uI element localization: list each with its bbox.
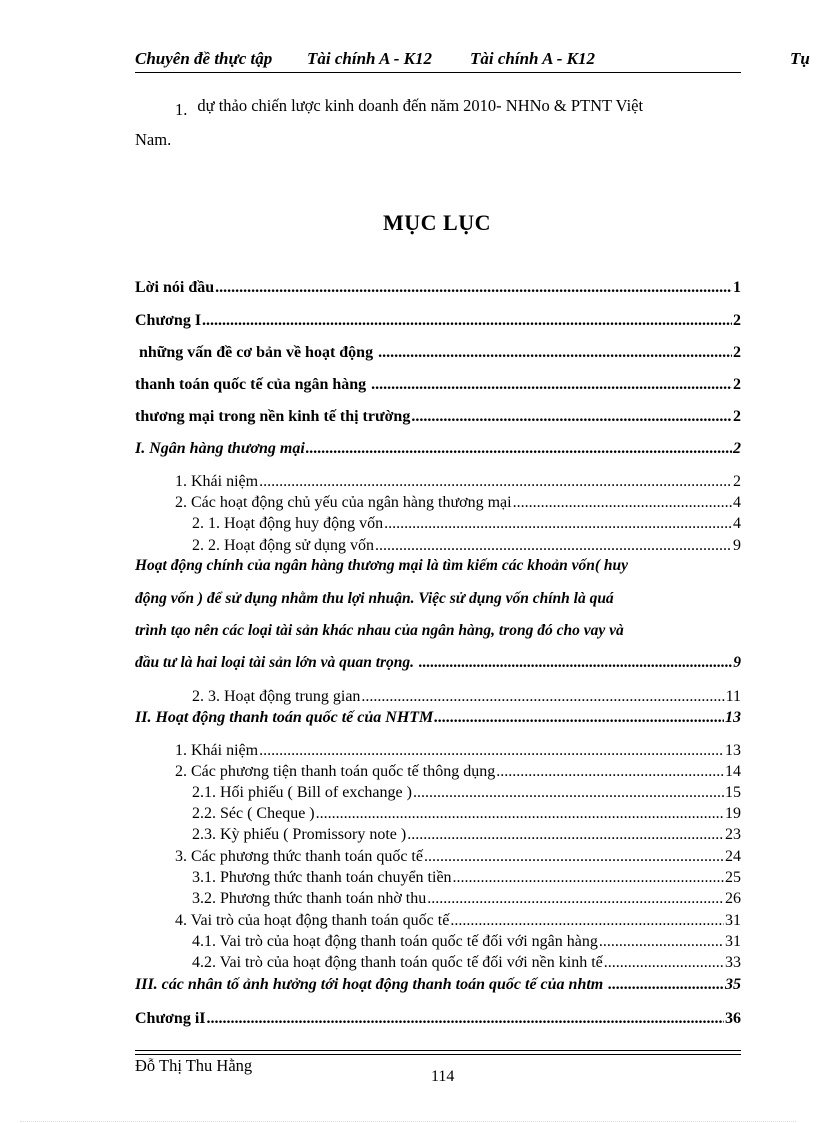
toc-entry[interactable] <box>135 654 741 672</box>
toc-entry-text: 2. 3. Hoạt động trung gian <box>192 688 361 705</box>
toc-entry-page: 4 <box>733 515 741 532</box>
toc-entry-page: 35 <box>725 976 741 993</box>
toc-entry-page: 9 <box>733 537 741 554</box>
leader-dots <box>604 954 724 972</box>
toc-entry-page: 13 <box>725 742 741 759</box>
toc-entry[interactable] <box>192 515 741 533</box>
toc-entry[interactable] <box>192 954 741 972</box>
toc-entry-page: 31 <box>725 912 741 929</box>
toc-entry[interactable] <box>175 912 741 930</box>
toc-entry-text: 2.3. Kỳ phiếu ( Promissory note ) <box>192 826 407 843</box>
toc-entry-page: 9 <box>733 654 741 671</box>
toc-entry-page: 4 <box>733 494 741 511</box>
toc-entry-text: thanh toán quốc tế của ngân hàng <box>135 376 371 393</box>
footer-page-number: 114 <box>431 1068 455 1085</box>
intro-number: 1. <box>175 100 188 119</box>
toc-entry-page: 2 <box>733 344 741 361</box>
toc-entry[interactable] <box>192 890 741 908</box>
leader-dots <box>413 784 724 802</box>
toc-entry-text: đầu tư là hai loại tài sản lớn và quan trọng. <box>135 654 418 671</box>
toc-entry[interactable] <box>135 279 741 297</box>
toc-entry[interactable] <box>135 440 741 458</box>
toc-entry-text: 2. 2. Hoạt động sử dụng vốn <box>192 537 374 554</box>
page-bottom-border <box>20 1121 796 1122</box>
toc-entry-page: 2 <box>733 376 741 393</box>
leader-dots <box>259 742 724 760</box>
toc-entry-text: I. Ngân hàng thương mại <box>135 440 305 457</box>
toc-entry[interactable] <box>192 933 741 951</box>
toc-entry-text: Lời nói đầu <box>135 279 215 296</box>
page-header <box>135 49 816 71</box>
leader-dots <box>361 688 724 706</box>
leader-dots <box>259 473 732 491</box>
header-doc-type: Chuyên đề thực tập <box>135 49 273 68</box>
toc-entry[interactable] <box>135 976 741 994</box>
toc-entry-page: 25 <box>725 869 741 886</box>
toc-entry-text: 4. Vai trò của hoạt động thanh toán quốc tế <box>175 912 450 929</box>
toc-entry-page: 14 <box>725 763 741 780</box>
toc-entry-page: 2 <box>733 440 741 457</box>
toc-entry[interactable] <box>135 408 741 426</box>
footer-rule <box>135 1050 741 1051</box>
toc-entry-text: 2.1. Hối phiếu ( Bill of exchange ) <box>192 784 412 801</box>
leader-dots <box>496 763 724 781</box>
toc-entry-page: 36 <box>725 1010 741 1027</box>
toc-entry-text: III. các nhân tố ảnh hưởng tới hoạt động thanh toán quốc tế của nhtm <box>135 976 608 993</box>
toc-entry-text: 2. Các hoạt động chủ yếu của ngân hàng thương mại <box>175 494 512 511</box>
toc-entry[interactable] <box>175 763 741 781</box>
toc-entry[interactable] <box>175 494 741 512</box>
toc-entry-text: 2.2. Séc ( Cheque ) <box>192 805 315 822</box>
toc-entry-text: Chương I <box>135 312 202 329</box>
footer-author: Đỗ Thị Thu Hằng <box>135 1056 253 1075</box>
toc-entry-text: II. Hoạt động thanh toán quốc tế của NHTM <box>135 709 434 726</box>
leader-dots <box>434 709 724 727</box>
leader-dots <box>375 537 732 555</box>
toc-entry-text: 3.2. Phương thức thanh toán nhờ thu <box>192 890 427 907</box>
leader-dots <box>407 826 724 844</box>
toc-entry-page: 31 <box>725 933 741 950</box>
toc-entry[interactable] <box>192 869 741 887</box>
toc-entry-text: 1. Khái niệm <box>175 473 259 490</box>
header-rule <box>135 72 741 73</box>
leader-dots <box>427 890 724 908</box>
leader-dots <box>384 515 732 533</box>
toc-entry-page: 2 <box>733 312 741 329</box>
leader-dots <box>206 1010 724 1028</box>
toc-entry-text: thương mại trong nền kinh tế thị trường <box>135 408 411 425</box>
body-paragraph-line: trình tạo nên các loại tài sản khác nhau của ngân hàng, trong đó cho vay và <box>135 622 624 639</box>
intro-line-1 <box>175 96 644 119</box>
toc-entry[interactable] <box>135 1010 741 1028</box>
toc-entry-page: 1 <box>733 279 741 296</box>
leader-dots <box>453 869 724 887</box>
toc-entry[interactable] <box>192 537 741 555</box>
leader-dots <box>513 494 732 512</box>
toc-entry-page: 2 <box>733 473 741 490</box>
leader-dots <box>215 279 732 297</box>
leader-dots <box>450 912 724 930</box>
toc-entry[interactable] <box>135 709 741 727</box>
toc-entry-text: 3. Các phương thức thanh toán quốc tế <box>175 848 423 865</box>
toc-entry-page: 19 <box>725 805 741 822</box>
leader-dots <box>411 408 732 426</box>
toc-entry-page: 2 <box>733 408 741 425</box>
toc-entry-text: 2. 1. Hoạt động huy động vốn <box>192 515 384 532</box>
leader-dots <box>316 805 724 823</box>
body-paragraph-line: động vốn ) để sử dụng nhằm thu lợi nhuận. Việc sử dụng vốn chính là quá <box>135 590 614 607</box>
toc-entry[interactable] <box>135 376 741 394</box>
toc-entry-text: 3.1. Phương thức thanh toán chuyển tiền <box>192 869 452 886</box>
toc-entry[interactable] <box>192 784 741 802</box>
toc-entry-page: 26 <box>725 890 741 907</box>
toc-entry[interactable] <box>192 688 741 706</box>
leader-dots <box>378 344 732 362</box>
body-paragraph-line: Hoạt động chính của ngân hàng thương mại là tìm kiếm các khoản vốn( huy <box>135 557 629 574</box>
toc-entry-text: Chương iI <box>135 1010 206 1027</box>
toc-entry-text: 4.2. Vai trò của hoạt động thanh toán quốc tế đối với nền kinh tế <box>192 954 603 971</box>
toc-entry-page: 24 <box>725 848 741 865</box>
toc-entry-text: 4.1. Vai trò của hoạt động thanh toán quốc tế đối với ngân hàng <box>192 933 598 950</box>
leader-dots <box>424 848 724 866</box>
header-class: Tài chính A - K12 <box>307 49 433 68</box>
leader-dots <box>608 976 724 994</box>
toc-entry[interactable] <box>192 805 741 823</box>
toc-entry-page: 13 <box>725 709 741 726</box>
toc-entry[interactable] <box>175 473 741 491</box>
toc-entry[interactable] <box>175 742 741 760</box>
header-class-repeat: Tài chính A - K12 <box>470 49 596 68</box>
toc-title: MỤC LỤC <box>383 210 491 235</box>
toc-entry-page: 23 <box>725 826 741 843</box>
toc-entry[interactable] <box>175 848 741 866</box>
toc-entry[interactable] <box>135 344 741 362</box>
leader-dots <box>202 312 732 330</box>
toc-entry-page: 33 <box>725 954 741 971</box>
leader-dots <box>306 440 732 458</box>
intro-line-2: Nam. <box>135 130 172 149</box>
toc-entry-text: 2. Các phương tiện thanh toán quốc tế thông dụng <box>175 763 496 780</box>
leader-dots <box>371 376 732 394</box>
toc-entry-text: 1. Khái niệm <box>175 742 259 759</box>
leader-dots <box>419 654 732 672</box>
header-truncated: Tụ <box>790 49 810 68</box>
footer-rule <box>135 1054 741 1055</box>
toc-entry[interactable] <box>192 826 741 844</box>
toc-entry-page: 15 <box>725 784 741 801</box>
toc-entry-page: 11 <box>725 688 741 705</box>
toc-entry[interactable] <box>135 312 741 330</box>
toc-entry-text: những vấn đề cơ bản về hoạt động <box>135 344 378 361</box>
intro-text: dự thảo chiến lược kinh doanh đến năm 2010- NHNo & PTNT Việt <box>197 96 644 115</box>
leader-dots <box>599 933 724 951</box>
